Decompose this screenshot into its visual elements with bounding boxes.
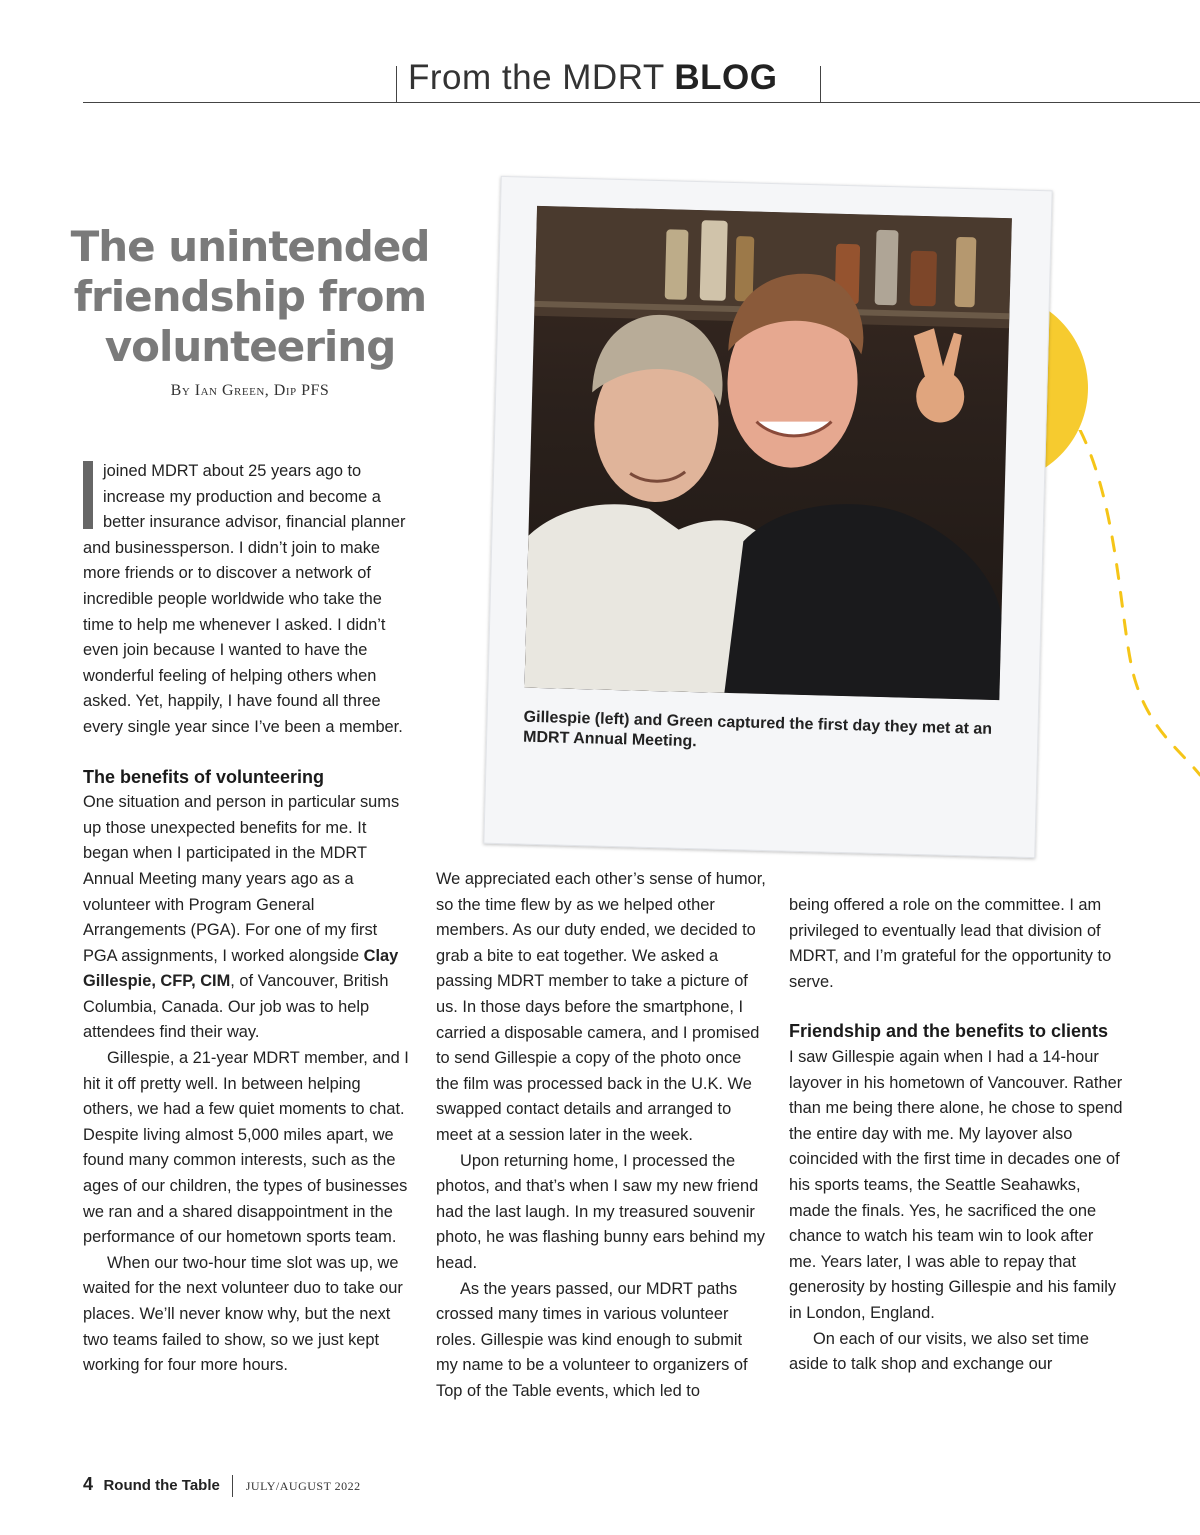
article-headline: The unintended friendship from volunteering (70, 222, 430, 371)
subheading-friendship: Friendship and the benefits to clients (789, 1021, 1109, 1042)
section-title (408, 58, 777, 98)
dropcap-letter (83, 461, 93, 529)
polaroid-frame (483, 176, 1052, 858)
magazine-name: Round the Table (103, 1477, 220, 1494)
paragraph-gillespie: Gillespie, a 21-year MDRT member, and I hit it off pretty well. In between helping others, we had a few quiet moments to chat. Despite living almost 5,000 miles apart, we found many common interests, such as the ages of our children, the types of businesses we ran and a shared disappointment in the performance of our hometown sports team. (83, 1049, 409, 1247)
page-number: 4 (83, 1474, 94, 1494)
subheading-benefits: The benefits of volunteering (83, 766, 325, 787)
article-column-2 (436, 867, 766, 1404)
section-title-bold: BLOG (674, 58, 778, 97)
byline-text: By Ian Green, Dip PFS (170, 382, 330, 399)
paragraph-visits: On each of our visits, we also set time aside to talk shop and exchange our (789, 1329, 1090, 1374)
article-photo (524, 206, 1011, 700)
header-divider-right (820, 66, 821, 102)
article-column-3 (789, 893, 1124, 1378)
paragraph-years-passed: As the years passed, our MDRT paths crossed many times in various volunteer roles. Gillespie was kind enough to submit my name to be a volunteer to organizers of Top of the Table events, which led to (436, 1279, 748, 1400)
paragraph-situation-c: , of Vancouver, British Columbia, Canada. Our job was to help attendees find their way. (83, 972, 389, 1042)
photo-caption: Gillespie (left) and Green captured the first day they met at an MDRT Annual Meeting. (522, 708, 993, 751)
page-footer (83, 1474, 361, 1498)
paragraph-layover: I saw Gillespie again when I had a 14-hour layover in his hometown of Vancouver. Rather than me being there alone, he chose to spend the entire day with me. My layover also coincided with the first time in decades one of his sports teams, the Seattle Seahawks, made the finals. Yes, he sacrificed the one chance to watch his team win to look after me. Years later, I was able to repay that generosity by hosting Gillespie and his family in London, England. (789, 1047, 1123, 1322)
photo-illustration (524, 206, 1011, 700)
header-rule (83, 102, 1200, 103)
article-column-1 (83, 459, 413, 1379)
paragraph-humor: We appreciated each other’s sense of humor, so the time flew by as we helped other members. As our duty ended, we decided to grab a bite to eat together. We asked a passing MDRT member to take a picture of us. In those days before the smartphone, I carried a disposable camera, and I promised to send Gillespie a copy of the photo once the film was processed back in the U.K. We swapped contact details and arranged to meet at a session later in the week. (436, 870, 766, 1144)
person-name-bold: Clay Gillespie, CFP, CIM (83, 946, 399, 991)
intro-paragraph (83, 459, 413, 741)
paragraph-time-slot: When our two-hour time slot was up, we waited for the next volunteer duo to take our places. We’ll never know why, but the next two teams failed to show, so we just kept working for four more hours. (83, 1253, 403, 1375)
paragraph-gap (789, 995, 1124, 1019)
header-divider-left (396, 66, 397, 102)
footer-divider (232, 1475, 233, 1497)
issue-date: JULY/AUGUST 2022 (245, 1479, 361, 1493)
section-title-prefix: From the MDRT (408, 58, 675, 97)
article-byline (60, 382, 440, 400)
decorative-dashed-trail (1060, 430, 1200, 780)
paragraph-committee: being offered a role on the committee. I am privileged to eventually lead that division of MDRT, and I’m grateful for the opportunity to serve. (789, 896, 1112, 991)
paragraph-situation-a: One situation and person in particular sums up those unexpected benefits for me. It began when I participated in the MDRT Annual Meeting many years ago as a volunteer with Program General Arrangements (PGA). For one of my first PGA assignments, I worked alongside (83, 793, 400, 965)
paragraph-returning-home: Upon returning home, I processed the photos, and that’s when I saw my new friend had the last laugh. In my treasured souvenir photo, he was flashing bunny ears behind my head. (436, 1151, 765, 1272)
paragraph-gap (83, 741, 413, 765)
paragraph-situation (83, 790, 413, 1046)
intro-text: joined MDRT about 25 years ago to increase my production and become a better insurance advisor, financial planner and businessperson. I didn’t join to make more friends or to discover a network of incredible people worldwide who take the time to help me whenever I asked. I didn’t even join because I wanted to have the wonderful feeling of helping others when asked. Yet, happily, I have found all three every single year since I’ve been a member. (83, 462, 406, 736)
